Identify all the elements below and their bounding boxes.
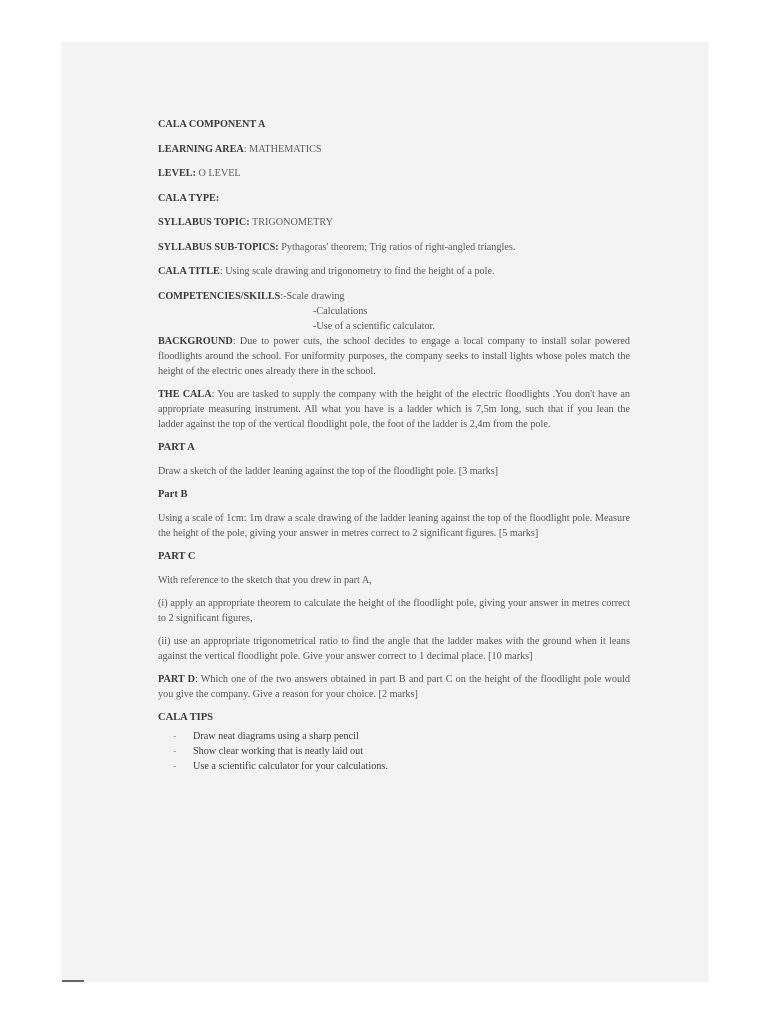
part-c-item-i: (i) apply an appropriate theorem to calculate the height of the floodlight pole, giving your answer in metres correct to 2 significant figures,: [158, 597, 630, 624]
competencies-third: -Use of a scientific calculator.: [313, 320, 435, 332]
syllabus-topic-value: TRIGONOMETRY: [249, 217, 333, 228]
cala-type-line: [158, 191, 630, 206]
part-d-label: PART D: [158, 673, 195, 685]
cala-type-label: CALA TYPE:: [158, 192, 220, 204]
tip-text: Use a scientific calculator for your calculations.: [193, 760, 388, 772]
background-label: BACKGROUND: [158, 335, 233, 347]
cala-title-label: CALA TITLE: [158, 266, 220, 277]
part-b-heading: Part B: [158, 488, 188, 500]
subtopics-value: Pythagoras' theorem; Trig ratios of right-angled triangles.: [278, 241, 516, 253]
level-value: O LEVEL: [195, 168, 241, 179]
cala-title-line: [158, 264, 630, 279]
tip-text: Draw neat diagrams using a sharp pencil: [193, 730, 359, 742]
competencies-label: COMPETENCIES/SKILLS: [158, 290, 281, 302]
document-content: [158, 117, 630, 774]
tip-text: Show clear working that is neatly laid out: [193, 745, 364, 757]
tip-item: [158, 744, 630, 759]
tip-item: [158, 729, 630, 744]
tips-list: [158, 729, 630, 774]
the-cala-text: : You are tasked to supply the company with the height of the electric floodlights .You don't have an appropriate measuring instrument. All what you have is a ladder which is 7,5m long, such that if you lean the ladder against the top of the vertical floodlight pole, the foot of the ladder is 2,4m from the pole.: [158, 388, 630, 430]
competencies-block: [158, 289, 630, 334]
level-line: [158, 166, 630, 181]
part-b-text: Using a scale of 1cm: 1m draw a scale drawing of the ladder leaning against the top of the floodlight pole. Measure the height of the pole, giving your answer in metres correct to 2 significant figures. [5 marks]: [158, 512, 630, 539]
part-d-text: : Which one of the two answers obtained in part B and part C on the height of the floodlight pole would you give the company. Give a reason for your choice. [2 marks]: [158, 673, 630, 700]
part-d-paragraph: [158, 672, 630, 702]
level-label: LEVEL:: [158, 168, 196, 179]
the-cala-label: THE CALA: [158, 388, 212, 400]
learning-area-value: : MATHEMATICS: [243, 143, 322, 155]
competencies-second: -Calculations: [313, 305, 368, 317]
background-paragraph: [158, 334, 630, 379]
tips-heading: CALA TIPS: [158, 711, 213, 723]
learning-area-label: LEARNING AREA: [158, 143, 244, 155]
part-a-heading: PART A: [158, 441, 195, 453]
learning-area-line: [158, 142, 630, 157]
competencies-line: [158, 289, 630, 304]
syllabus-topic-label: SYLLABUS TOPIC:: [158, 217, 250, 228]
bullet-dash: -: [173, 745, 177, 757]
part-a-text: Draw a sketch of the ladder leaning against the top of the floodlight pole. [3 marks]: [158, 465, 499, 477]
background-text: : Due to power cuts, the school decides to engage a local company to install solar powered floodlights around the school. For uniformity purposes, the company seeks to install lights whose poles match the height of the electric ones already there in the school.: [158, 335, 630, 377]
bullet-dash: -: [173, 760, 177, 772]
part-c-heading: PART C: [158, 550, 196, 562]
subtopics-line: [158, 240, 630, 255]
subtopics-label: SYLLABUS SUB-TOPICS:: [158, 241, 279, 253]
part-c-item-ii: (ii) use an appropriate trigonometrical ratio to find the angle that the ladder makes with the ground when it leans against the vertical floodlight pole. Give your answer correct to 1 decimal place. [10 marks]: [158, 635, 630, 662]
component-title: CALA COMPONENT A: [158, 119, 266, 130]
the-cala-paragraph: [158, 387, 630, 432]
scan-edge-mark: [62, 980, 84, 982]
part-c-intro: With reference to the sketch that you drew in part A,: [158, 574, 372, 586]
competencies-first: :-Scale drawing: [280, 290, 345, 302]
syllabus-topic-line: [158, 215, 630, 230]
cala-title-value: : Using scale drawing and trigonometry to find the height of a pole.: [219, 266, 495, 277]
tip-item: [158, 759, 630, 774]
bullet-dash: -: [173, 730, 177, 742]
